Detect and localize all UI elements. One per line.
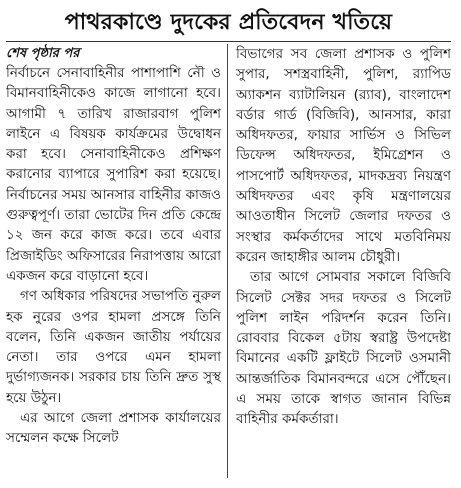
left-column <box>6 44 228 478</box>
article-body <box>6 44 451 478</box>
paragraph: গণ অধিকার পরিষদের সভাপতি নুরুল হক নুরের ওপর হামলা প্রসঙ্গে তিনি বলেন, তিনি একজন জাতীয় পর্যায়ের নেতা। তার ওপরে এমন হামলা দুর্ভাগ্যজনক। সরকার চায় তিনি দ্রুত সুস্থ হয়ে উঠুন। <box>6 288 221 406</box>
paragraph: তার আগে সোমবার সকালে বিজিবি সিলেট সেক্টর সদর দফতর ও সিলেট পুলিশ লাইন পরিদর্শন করেন তিনি। রোববার বিকেল ৫টায় স্বরাষ্ট্র উপদেষ্টা বিমানের একটি ফ্লাইটে সিলেট ওসমানী আন্তর্জাতিক বিমানবন্দরে এসে পৌঁছেন। এ সময় তাকে স্বাগত জানান বিভিন্ন বাহিনীর কর্মকর্তারা। <box>236 269 451 428</box>
paragraph: বিভাগের সব জেলা প্রশাসক ও পুলিশ সুপার, সশস্ত্রবাহিনী, পুলিশ, র‍্যাপিড অ্যাকশন ব্যাটালিয়ন (র‍্যাব), বাংলাদেশ বর্ডার গার্ড (বিজিবি), আনসার, কারা অধিদফতর, ফায়ার সার্ভিস ও সিভিল ডিফেন্স অধিদফতর, ইমিগ্রেশন ও পাসপোর্ট অধিদফতর, মাদকদ্রব্য নিয়ন্ত্রণ অধিদফতর এবং কৃষি মন্ত্রণালয়ের আওতাধীন সিলেট জেলার দফতর ও সংস্থার কর্মকর্তাদের সাথে মতবিনিময় করেন জাহাঙ্গীর আলম চৌধুরী। <box>236 46 451 265</box>
right-column <box>228 44 451 478</box>
paragraph: নির্বাচনে সেনাবাহিনীর পাশাপাশি নৌ ও বিমানবাহিনীকেও কাজে লাগানো হবে। আগামী ৭ তারিখ রাজারবাগ পুলিশ লাইনে এ বিষয়ক কার্যক্রমের উদ্বোধন করা হবে। সেনাবাহিনীকেও প্রশিক্ষণ করানোর ব্যাপারে সুপারিশ করা হয়েছে। নির্বাচনের সময় আনসার বাহিনীর কাজও গুরুত্বপূর্ণ। তারা ভোটের দিন প্রতি কেন্দ্রে ১২ জন করে কাজ করে। তবে এবার প্রিজাইডিং অফিসারের নিরাপত্তায় আরো একজন করে বাড়ানো হবে। <box>6 65 221 284</box>
continuation-note: শেষ পৃষ্ঠার পর <box>6 46 80 61</box>
paragraph: এর আগে জেলা প্রশাসক কার্যালয়ের সম্মেলন কক্ষে সিলেট <box>6 410 221 447</box>
headline-divider <box>6 41 451 42</box>
article-headline: পাথরকাণ্ডে দুদকের প্রতিবেদন খতিয়ে <box>64 10 393 35</box>
